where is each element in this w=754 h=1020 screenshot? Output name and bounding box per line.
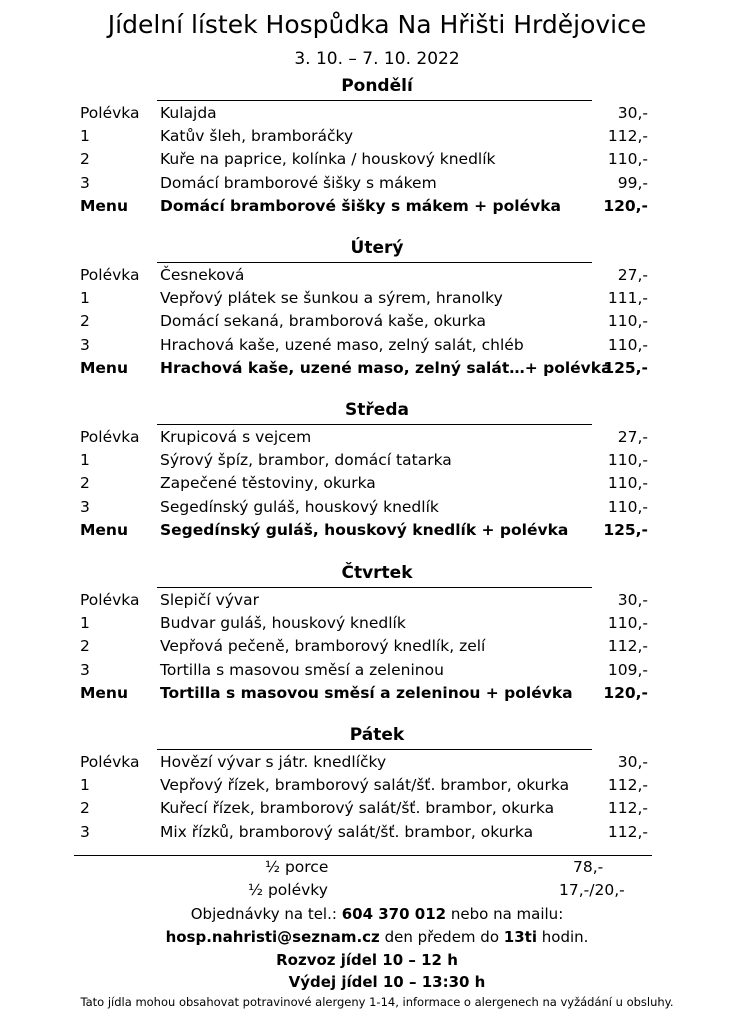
dish-price: 125,- <box>603 520 648 539</box>
menu-row <box>0 102 754 125</box>
half-soup-price: 17,-/20,- <box>559 881 625 899</box>
row-label: 1 <box>80 289 90 308</box>
row-label: Polévka <box>80 104 140 122</box>
orders-prefix: Objednávky na tel.: <box>190 905 337 923</box>
dish-price: 99,- <box>617 173 648 192</box>
ahead-time: 13ti <box>503 928 537 946</box>
dish-price: 120,- <box>603 683 648 702</box>
menu-row <box>0 264 754 287</box>
row-label: 1 <box>80 614 90 633</box>
day-heading-underline <box>157 749 592 750</box>
dish-name: Domácí sekaná, bramborová kaše, okurka <box>160 312 487 331</box>
dish-price: 112,- <box>607 776 648 795</box>
menu-row <box>0 635 754 658</box>
day-heading-underline <box>157 424 592 425</box>
day-heading: Pondělí <box>341 76 413 96</box>
dish-name: Tortilla s masovou směsí a zeleninou <box>160 660 444 679</box>
menu-row <box>0 449 754 472</box>
menu-row <box>0 774 754 797</box>
pickup-hours: Výdej jídel 10 – 13:30 h <box>288 973 486 991</box>
row-label: Polévka <box>80 428 140 446</box>
day-heading: Pátek <box>349 725 405 745</box>
date-range: 3. 10. – 7. 10. 2022 <box>294 49 460 69</box>
dish-name: Hovězí vývar s játr. knedlíčky <box>160 753 387 771</box>
menu-row <box>0 472 754 495</box>
row-label: Menu <box>80 520 129 539</box>
menu-row <box>0 821 754 844</box>
row-label: 3 <box>80 173 90 192</box>
menu-title: Jídelní lístek Hospůdka Na Hřišti Hrdějovice <box>107 10 647 39</box>
dish-price: 110,- <box>607 150 648 169</box>
day-heading: Středa <box>345 400 409 420</box>
dish-price: 110,- <box>607 474 648 493</box>
menu-row <box>0 195 754 218</box>
menu-row <box>0 357 754 380</box>
dish-price: 112,- <box>607 637 648 656</box>
dish-name: Segedínský guláš, houskový knedlík + polévka <box>160 520 569 539</box>
order-deadline-line <box>0 928 754 946</box>
dish-name: Budvar guláš, houskový knedlík <box>160 614 406 633</box>
row-label: 1 <box>80 776 90 795</box>
email-address: hosp.nahristi@seznam.cz <box>165 928 380 946</box>
dish-name: Slepičí vývar <box>160 591 259 609</box>
bottom-divider <box>74 855 652 856</box>
menu-row <box>0 125 754 148</box>
dish-price: 30,- <box>617 104 648 122</box>
row-label: Polévka <box>80 266 140 284</box>
dish-price: 110,- <box>607 335 648 354</box>
order-info-line <box>0 905 754 923</box>
dish-name: Hrachová kaše, uzené maso, zelný salát, chléb <box>160 335 524 354</box>
dish-name: Kuře na paprice, kolínka / houskový knedlík <box>160 150 496 169</box>
row-label: 2 <box>80 150 90 169</box>
menu-row <box>0 797 754 820</box>
menu-row <box>0 589 754 612</box>
row-label: 3 <box>80 335 90 354</box>
row-label: 3 <box>80 822 90 841</box>
row-label: 2 <box>80 312 90 331</box>
day-heading-underline <box>157 100 592 101</box>
day-heading: Úterý <box>350 238 404 258</box>
dish-name: Domácí bramborové šišky s mákem <box>160 173 437 192</box>
dish-name: Sýrový špíz, brambor, domácí tatarka <box>160 451 452 470</box>
menu-row <box>0 310 754 333</box>
dish-price: 110,- <box>607 614 648 633</box>
menu-row <box>0 519 754 542</box>
day-heading-underline <box>157 262 592 263</box>
dish-price: 110,- <box>607 497 648 516</box>
dish-price: 110,- <box>607 312 648 331</box>
menu-row <box>0 682 754 705</box>
dish-name: Mix řízků, bramborový salát/šť. brambor, okurka <box>160 822 534 841</box>
menu-row <box>0 148 754 171</box>
menu-row <box>0 659 754 682</box>
dish-price: 111,- <box>607 289 648 308</box>
menu-row <box>0 287 754 310</box>
dish-name: Česneková <box>160 266 245 284</box>
dish-name: Kulajda <box>160 104 217 122</box>
menu-row <box>0 172 754 195</box>
dish-price: 27,- <box>617 428 648 446</box>
row-label: 2 <box>80 474 90 493</box>
allergen-notice: Tato jídla mohou obsahovat potravinové alergeny 1-14, informace o alergenech na vyžádání u obsluhy. <box>80 995 674 1009</box>
menu-row <box>0 751 754 774</box>
dish-name: Tortilla s masovou směsí a zeleninou + polévka <box>160 683 573 702</box>
row-label: 3 <box>80 497 90 516</box>
dish-name: Krupicová s vejcem <box>160 428 312 446</box>
row-label: Menu <box>80 196 129 215</box>
day-heading-underline <box>157 587 592 588</box>
dish-name: Segedínský guláš, houskový knedlík <box>160 497 439 516</box>
dish-price: 112,- <box>607 799 648 818</box>
menu-row <box>0 612 754 635</box>
dish-name: Katův šleh, bramboráčky <box>160 127 354 146</box>
row-label: 3 <box>80 660 90 679</box>
dish-price: 112,- <box>607 822 648 841</box>
dish-name: Vepřová pečeně, bramborový knedlík, zelí <box>160 637 486 656</box>
menu-row <box>0 334 754 357</box>
dish-price: 110,- <box>607 451 648 470</box>
row-label: Menu <box>80 358 129 377</box>
half-portion-price: 78,- <box>573 858 604 876</box>
day-heading: Čtvrtek <box>341 563 413 583</box>
ahead-suffix: hodin. <box>541 928 589 946</box>
dish-name: Domácí bramborové šišky s mákem + polévka <box>160 196 562 215</box>
menu-row <box>0 496 754 519</box>
menu-row <box>0 426 754 449</box>
dish-price: 27,- <box>617 266 648 284</box>
dish-price: 112,- <box>607 127 648 146</box>
row-label: 1 <box>80 451 90 470</box>
half-soup-label: ½ polévky <box>248 881 328 899</box>
dish-price: 30,- <box>617 753 648 771</box>
dish-name: Vepřový plátek se šunkou a sýrem, hranolky <box>160 289 503 308</box>
row-label: 1 <box>80 127 90 146</box>
dish-price: 30,- <box>617 591 648 609</box>
phone-number: 604 370 012 <box>341 905 447 923</box>
delivery-hours: Rozvoz jídel 10 – 12 h <box>276 951 458 969</box>
dish-price: 125,- <box>603 358 648 377</box>
dish-name: Vepřový řízek, bramborový salát/šť. brambor, okurka <box>160 776 570 795</box>
dish-name: Zapečené těstoviny, okurka <box>160 474 376 493</box>
row-label: 2 <box>80 799 90 818</box>
dish-price: 120,- <box>603 196 648 215</box>
row-label: Polévka <box>80 753 140 771</box>
dish-name: Kuřecí řízek, bramborový salát/šť. brambor, okurka <box>160 799 555 818</box>
ahead-prefix: den předem do <box>384 928 500 946</box>
orders-mid: nebo na mailu: <box>450 905 564 923</box>
row-label: Polévka <box>80 591 140 609</box>
row-label: Menu <box>80 683 129 702</box>
dish-name: Hrachová kaše, uzené maso, zelný salát…+ polévka <box>160 358 612 377</box>
half-portion-label: ½ porce <box>265 858 329 876</box>
row-label: 2 <box>80 637 90 656</box>
dish-price: 109,- <box>607 660 648 679</box>
